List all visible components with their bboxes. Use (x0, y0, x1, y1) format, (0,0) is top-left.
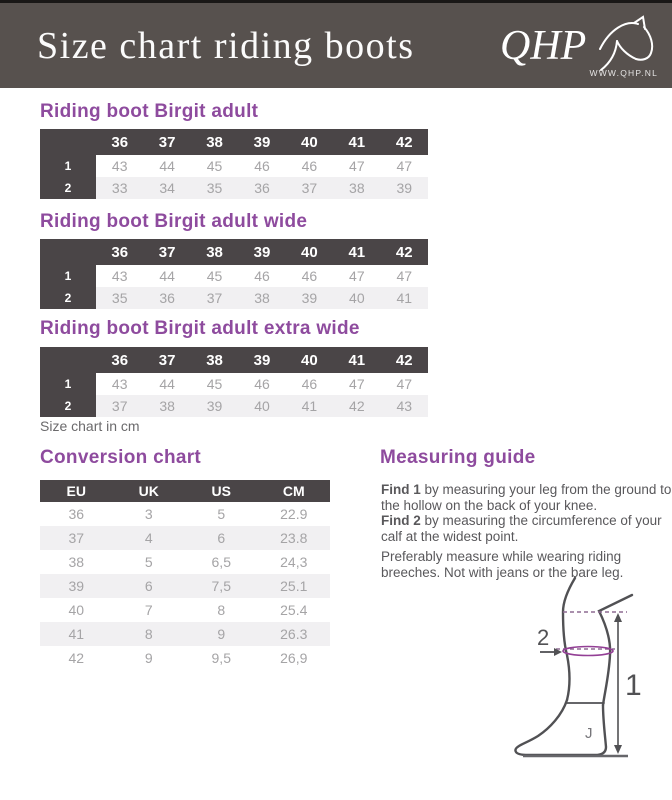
row-label: 1 (40, 155, 96, 177)
conversion-cell: 26.3 (280, 626, 308, 642)
page-title: Size chart riding boots (37, 25, 415, 67)
measure-2-label: 2 (537, 625, 550, 650)
size-column-header: 40 (301, 351, 318, 369)
conversion-cell: 25.1 (280, 578, 308, 594)
conversion-cell: 24,3 (280, 554, 308, 570)
size-value-cell: 47 (396, 158, 413, 174)
size-column-header: 36 (111, 133, 129, 151)
size-column-header: 40 (301, 243, 318, 261)
size-value-cell: 44 (159, 268, 175, 284)
size-value-cell: 40 (349, 290, 365, 306)
conversion-cell: 6,5 (211, 554, 231, 570)
size-value-cell: 43 (111, 268, 128, 284)
row-label: 2 (40, 395, 96, 417)
conversion-cell: 9 (144, 650, 153, 666)
size-value-cell: 47 (396, 376, 413, 392)
size-value-cell: 46 (301, 268, 318, 284)
size-column-header: 41 (348, 351, 366, 369)
guide-text-2: by measuring the circumference of your calf at the widest point. (381, 513, 662, 544)
conversion-cell: 7,5 (211, 578, 231, 594)
conversion-cell: 41 (68, 626, 85, 642)
row-label: 2 (40, 177, 96, 199)
size-column-header: 36 (111, 243, 129, 261)
conversion-cell: 25.4 (280, 602, 308, 618)
size-column-header: 39 (253, 243, 271, 261)
measure-1-label: 1 (625, 669, 642, 702)
size-value-cell: 47 (396, 268, 413, 284)
conversion-row (40, 598, 330, 622)
size-column-header: 42 (395, 351, 413, 369)
conversion-cell: 8 (217, 602, 226, 618)
size-value-cell: 33 (111, 180, 128, 196)
guide-paragraph-1 (381, 482, 672, 513)
size-value-cell: 46 (254, 376, 270, 392)
conversion-cell: 36 (68, 506, 85, 522)
size-column-header: 37 (158, 243, 176, 261)
size-value-cell: 37 (301, 180, 318, 196)
conversion-column-header: UK (138, 483, 159, 499)
conversion-row (40, 646, 330, 670)
size-value-cell: 38 (349, 180, 365, 196)
conversion-cell: 22.9 (280, 506, 308, 522)
size-value-cell: 46 (254, 158, 270, 174)
size-value-cell: 38 (254, 290, 270, 306)
row-label: 1 (40, 373, 96, 395)
conversion-row (40, 550, 330, 574)
size-value-cell: 39 (301, 290, 318, 306)
size-table-row (40, 265, 428, 287)
conversion-cell: 6 (144, 578, 153, 594)
conversion-cell: 38 (68, 554, 85, 570)
qhp-logo (500, 15, 662, 81)
measuring-guide-title: Measuring guide (380, 447, 536, 468)
size-table-row (40, 287, 428, 309)
conversion-table (40, 480, 330, 670)
conversion-cell: 5 (144, 554, 153, 570)
conversion-cell: 37 (68, 530, 85, 546)
size-column-header: 38 (206, 351, 223, 369)
conversion-row (40, 526, 330, 550)
size-value-cell: 34 (159, 180, 175, 196)
size-value-cell: 46 (254, 268, 270, 284)
conversion-cell: 42 (68, 650, 85, 666)
size-column-header: 37 (158, 133, 176, 151)
conversion-cell: 23.8 (280, 530, 308, 546)
table-corner (40, 239, 96, 265)
size-value-cell: 46 (301, 376, 318, 392)
size-column-header: 40 (301, 133, 318, 151)
size-value-cell: 45 (206, 158, 223, 174)
size-value-cell: 39 (206, 398, 223, 414)
size-column-header: 39 (253, 133, 271, 151)
size-value-cell: 47 (349, 158, 365, 174)
measure-1-arrow (614, 613, 622, 754)
size-table-row (40, 177, 428, 199)
size-value-cell: 47 (349, 268, 365, 284)
conversion-cell: 5 (217, 506, 226, 522)
size-table-row (40, 395, 428, 417)
conversion-column-header: EU (66, 483, 86, 499)
size-table-title-adult-wide: Riding boot Birgit adult wide (40, 211, 308, 232)
row-label: 2 (40, 287, 96, 309)
size-column-header: 38 (206, 133, 223, 151)
size-table-title-adult-extra-wide: Riding boot Birgit adult extra wide (40, 318, 360, 339)
conversion-chart-title: Conversion chart (40, 447, 202, 468)
qhp-website-text: WWW.QHP.NL (589, 68, 658, 78)
size-column-header: 41 (348, 243, 366, 261)
conversion-cell: 26,9 (280, 650, 308, 666)
size-value-cell: 36 (159, 290, 175, 306)
size-value-cell: 37 (206, 290, 223, 306)
size-column-header: 41 (348, 133, 366, 151)
conversion-cell: 4 (144, 530, 153, 546)
table-corner (40, 129, 96, 155)
size-value-cell: 43 (111, 376, 128, 392)
size-value-cell: 44 (159, 376, 175, 392)
calf-measure-ellipse (563, 647, 613, 656)
conversion-cell: 9,5 (211, 650, 231, 666)
guide-text-3: Preferably measure while wearing riding breeches. Not with jeans or the bare leg. (381, 549, 624, 580)
size-table-adult (40, 129, 428, 199)
row-label: 1 (40, 265, 96, 287)
size-table-header-row (40, 347, 428, 373)
guide-paragraph-2 (381, 513, 672, 544)
size-column-header: 37 (158, 351, 176, 369)
size-column-header: 38 (206, 243, 223, 261)
size-value-cell: 35 (111, 290, 128, 306)
size-table-header-row (40, 239, 428, 265)
conversion-cell: 7 (144, 602, 153, 618)
size-value-cell: 41 (301, 398, 318, 414)
conversion-row (40, 622, 330, 646)
size-value-cell: 46 (301, 158, 318, 174)
conversion-cell: 3 (144, 506, 153, 522)
conversion-cell: 39 (68, 578, 85, 594)
size-unit-note: Size chart in cm (40, 418, 140, 434)
size-column-header: 39 (253, 351, 271, 369)
size-value-cell: 38 (159, 398, 175, 414)
size-value-cell: 39 (396, 180, 413, 196)
size-value-cell: 45 (206, 268, 223, 284)
conversion-column-header: US (211, 483, 231, 499)
horse-head-icon (600, 17, 652, 70)
size-value-cell: 40 (254, 398, 270, 414)
size-column-header: 42 (395, 133, 413, 151)
size-value-cell: 44 (159, 158, 175, 174)
conversion-row (40, 502, 330, 526)
size-value-cell: 37 (111, 398, 128, 414)
conversion-cell: 8 (144, 626, 153, 642)
qhp-logo-text: QHP (500, 23, 587, 69)
conversion-column-header: CM (282, 483, 305, 499)
size-table-adult-wide (40, 239, 428, 309)
size-value-cell: 42 (349, 398, 365, 414)
size-table-row (40, 373, 428, 395)
size-table-header-row (40, 129, 428, 155)
size-table-adult-extra-wide (40, 347, 428, 417)
size-value-cell: 35 (206, 180, 223, 196)
conversion-cell: 6 (217, 530, 226, 546)
size-value-cell: 47 (349, 376, 365, 392)
size-table-title-adult: Riding boot Birgit adult (40, 101, 259, 122)
guide-lead-2: Find 2 (381, 513, 421, 528)
size-column-header: 36 (111, 351, 129, 369)
leg-outline (515, 578, 632, 755)
size-value-cell: 43 (111, 158, 128, 174)
title-bar (0, 0, 672, 88)
conversion-cell: 9 (217, 626, 226, 642)
size-value-cell: 41 (396, 290, 413, 306)
conversion-header-row (40, 480, 330, 502)
size-value-cell: 36 (254, 180, 270, 196)
size-table-row (40, 155, 428, 177)
conversion-cell: 40 (68, 602, 85, 618)
size-value-cell: 45 (206, 376, 223, 392)
leg-measuring-diagram (495, 575, 670, 800)
size-column-header: 42 (395, 243, 413, 261)
table-corner (40, 347, 96, 373)
guide-text-1: by measuring your leg from the ground to the hollow on the back of your knee. (381, 482, 672, 513)
conversion-row (40, 574, 330, 598)
size-value-cell: 43 (396, 398, 413, 414)
guide-lead-1: Find 1 (381, 482, 421, 497)
boot-mark: J (585, 725, 593, 742)
